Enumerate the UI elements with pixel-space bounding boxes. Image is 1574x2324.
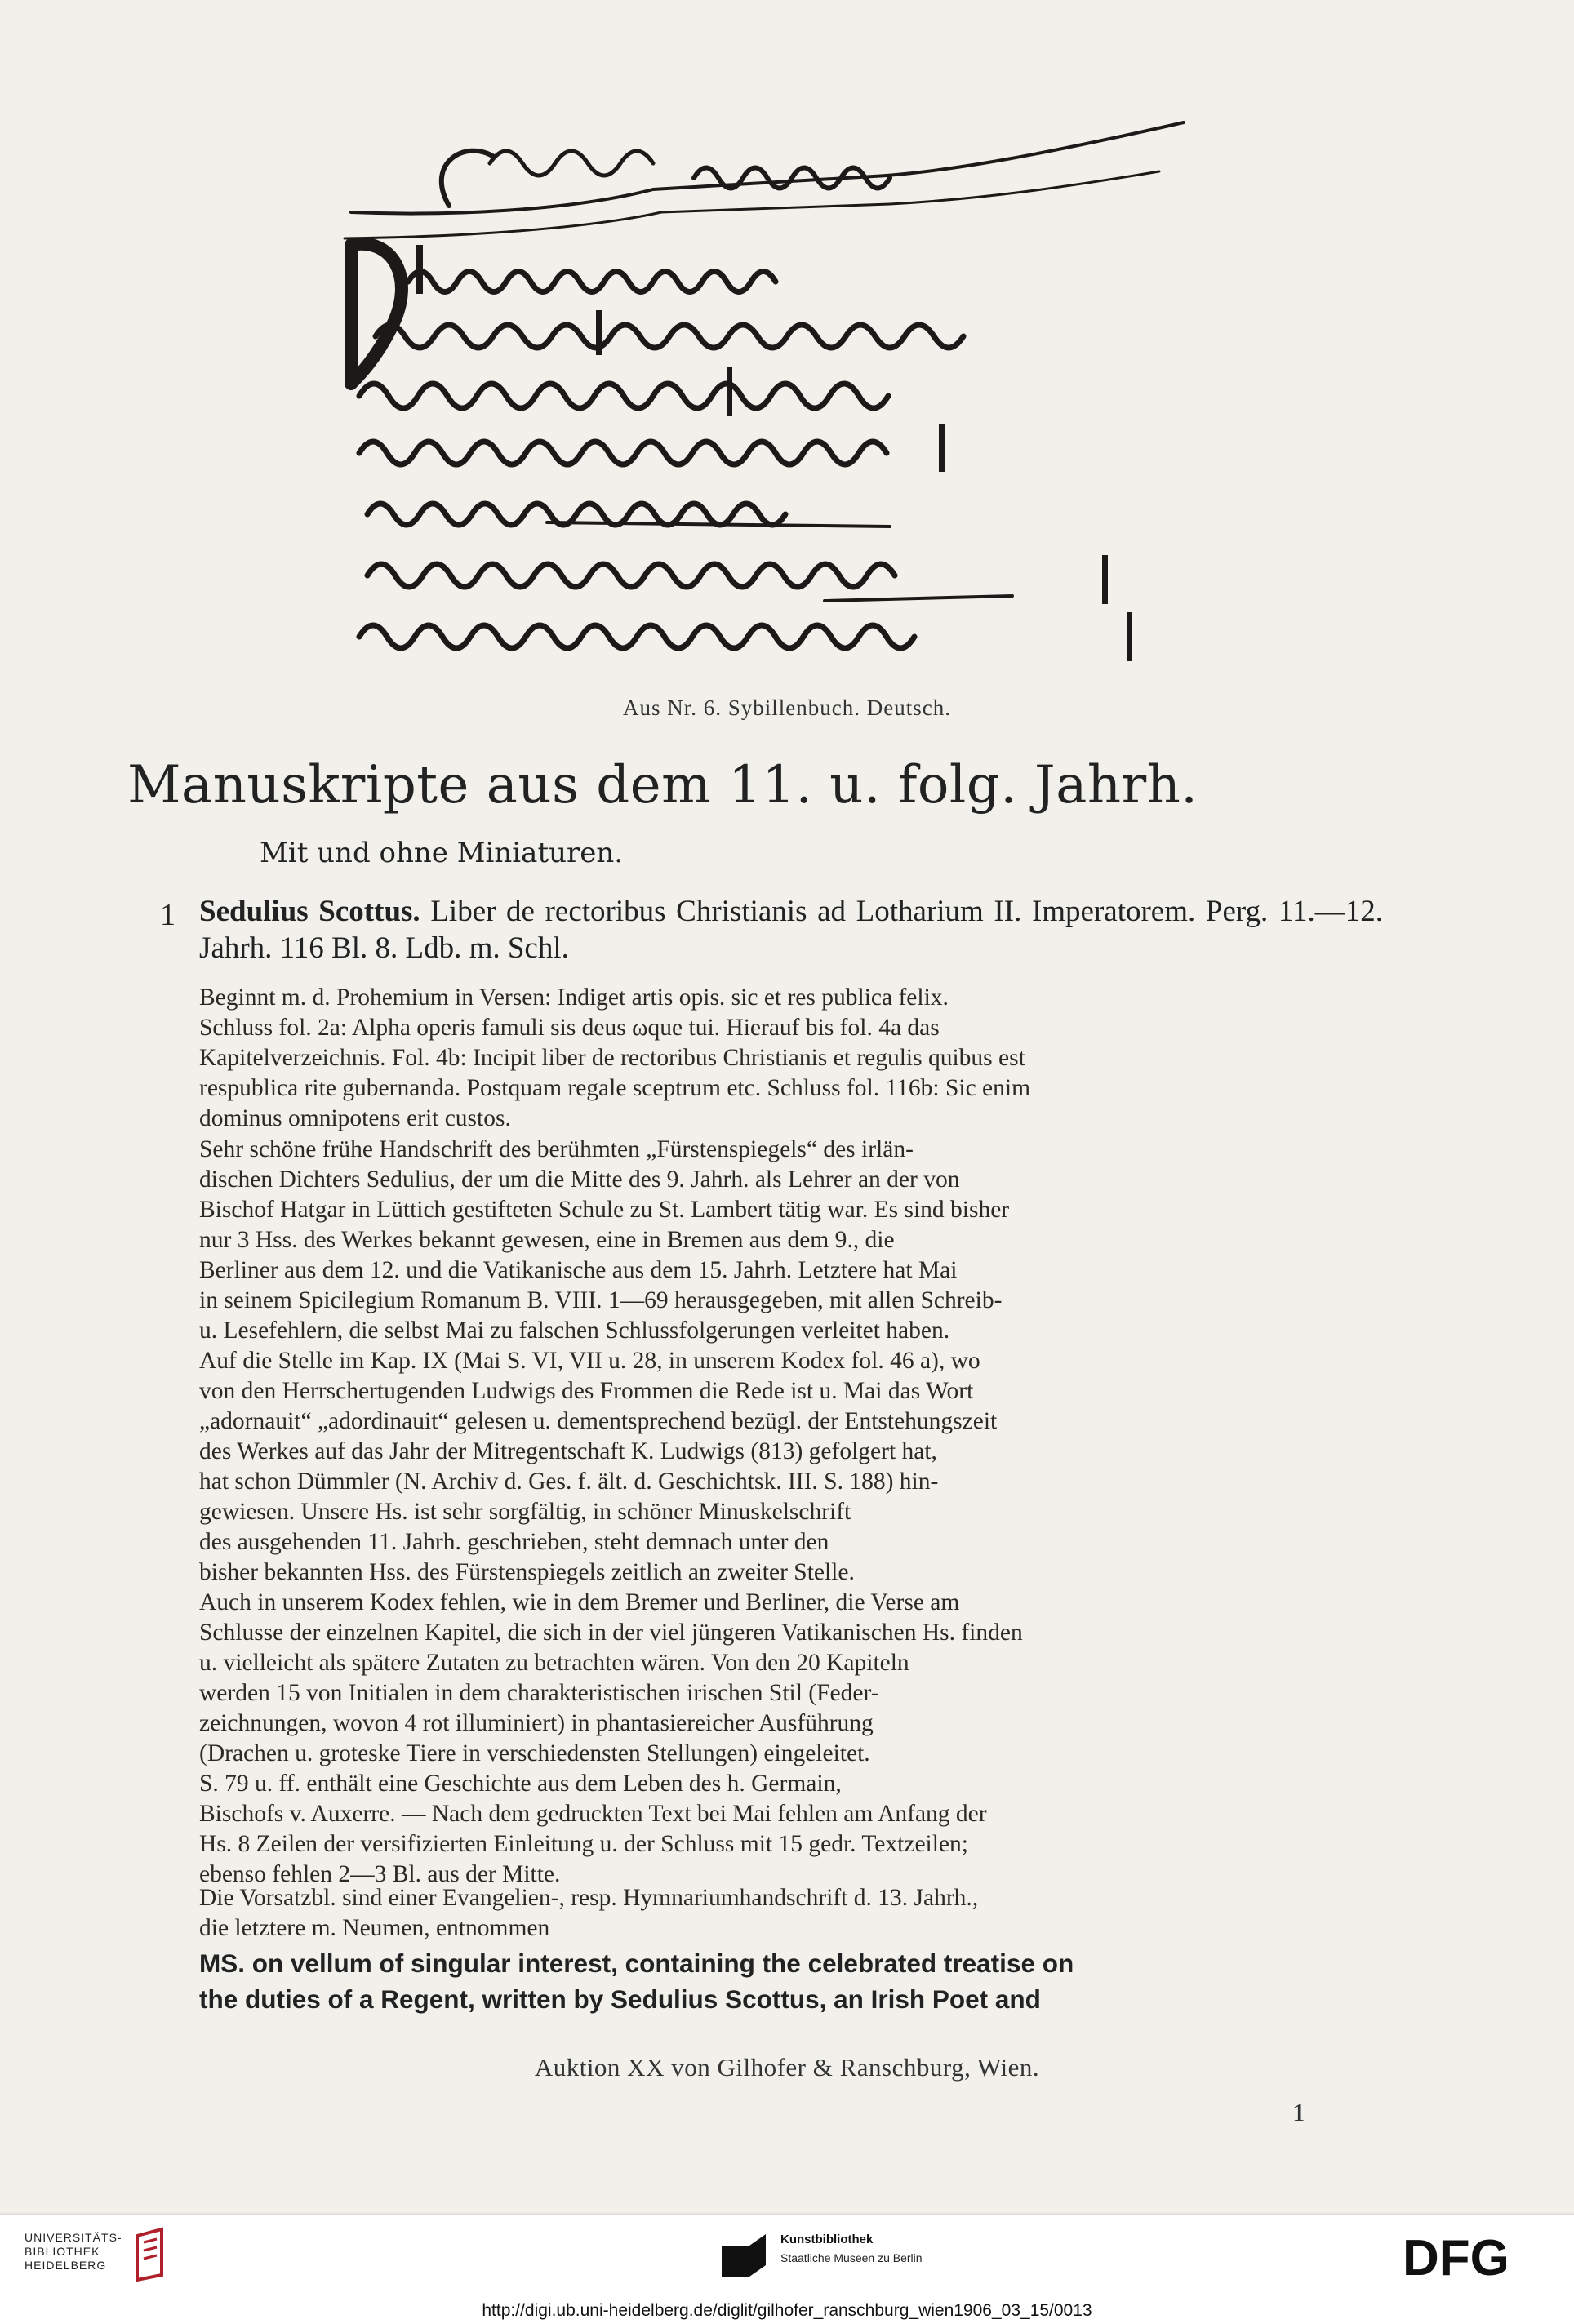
logo-text-line: HEIDELBERG bbox=[24, 2259, 107, 2272]
text-line: (Drachen u. groteske Tiere in verschiedensten Stellungen) eingeleitet. bbox=[199, 1740, 870, 1766]
text-line: gewiesen. Unsere Hs. ist sehr sorgfältig, in schöner Minuskelschrift bbox=[199, 1499, 851, 1525]
entry-author: Sedulius Scottus. bbox=[199, 895, 420, 928]
text-line: dischen Dichters Sedulius, der um die Mitte des 9. Jahrh. als Lehrer an der von bbox=[199, 1166, 960, 1193]
text-line: Auf die Stelle im Kap. IX (Mai S. VI, VII u. 28, in unserem Kodex fol. 46 a), wo bbox=[199, 1348, 980, 1374]
flyleaf-paragraph bbox=[199, 1883, 978, 1944]
section-title: Manuskripte aus dem 11. u. folg. Jahrh. bbox=[127, 755, 1198, 815]
text-line: respublica rite gubernanda. Postquam regale sceptrum etc. Schluss fol. 116b: Sic enim bbox=[199, 1075, 1031, 1101]
page-footer: Auktion XX von Gilhofer & Ranschburg, Wien. bbox=[534, 2053, 1040, 2082]
entry-heading bbox=[199, 893, 1383, 966]
page-number: 1 bbox=[1292, 2098, 1305, 2126]
text-line: bisher bekannten Hss. des Fürstenspiegels zeitlich an zweiter Stelle. bbox=[199, 1559, 855, 1585]
source-url[interactable]: http://digi.ub.uni-heidelberg.de/diglit/gilhofer_ranschburg_wien1906_03_15/0013 bbox=[0, 2297, 1574, 2324]
text-line: u. Lesefehlern, die selbst Mai zu falschen Schlussfolgerungen verleitet haben. bbox=[199, 1318, 950, 1344]
text-line: MS. on vellum of singular interest, containing the celebrated treatise on bbox=[199, 1949, 1074, 1978]
manuscript-facsimile-image bbox=[302, 114, 1192, 686]
text-line: Schlusse der einzelnen Kapitel, die sich in der viel jüngeren Vatikanischen Hs. finden bbox=[199, 1620, 1023, 1646]
text-line: ebenso fehlen 2—3 Bl. aus der Mitte. bbox=[199, 1861, 561, 1887]
english-summary bbox=[199, 1945, 1074, 2017]
kunstbibliothek-subtitle: Staatliche Museen zu Berlin bbox=[780, 2251, 923, 2264]
logo-text-line: UNIVERSITÄTS- bbox=[24, 2231, 122, 2244]
description-paragraph bbox=[199, 1135, 1023, 1890]
text-line: Berliner aus dem 12. und die Vatikanische aus dem 15. Jahrh. Letztere hat Mai bbox=[199, 1257, 958, 1283]
text-line: werden 15 von Initialen in dem charakteristischen irischen Stil (Feder- bbox=[199, 1680, 879, 1706]
text-line: dominus omnipotens erit custos. bbox=[199, 1105, 511, 1131]
text-line: die letztere m. Neumen, entnommen bbox=[199, 1915, 550, 1941]
section-subtitle: Mit und ohne Miniaturen. bbox=[260, 837, 624, 869]
figure-caption: Aus Nr. 6. Sybillenbuch. Deutsch. bbox=[623, 695, 951, 720]
text-line: Die Vorsatzbl. sind einer Evangelien-, resp. Hymnariumhandschrift d. 13. Jahrh., bbox=[199, 1885, 979, 1911]
heidelberg-university-library-logo[interactable] bbox=[24, 2231, 122, 2273]
text-line: des ausgehenden 11. Jahrh. geschrieben, steht demnach unter den bbox=[199, 1529, 829, 1555]
text-line: Bischofs v. Auxerre. — Nach dem gedruckten Text bei Mai fehlen am Anfang der bbox=[199, 1801, 987, 1827]
text-line: Bischof Hatgar in Lüttich gestifteten Schule zu St. Lambert tätig war. Es sind bisher bbox=[199, 1197, 1010, 1223]
dfg-logo-icon[interactable] bbox=[1403, 2233, 1550, 2280]
dfg-logo-text: DFG bbox=[1403, 2233, 1510, 2280]
kunstbibliothek-logo-icon[interactable] bbox=[718, 2229, 769, 2280]
text-line: Kapitelverzeichnis. Fol. 4b: Incipit liber de rectoribus Christianis et regulis quibus est bbox=[199, 1045, 1025, 1071]
text-line: u. vielleicht als spätere Zutaten zu betrachten wären. Von den 20 Kapiteln bbox=[199, 1650, 909, 1676]
text-line: „adornauit“ „adordinauit“ gelesen u. dementsprechend bezügl. der Entstehungszeit bbox=[199, 1408, 998, 1434]
text-line: von den Herrschertugenden Ludwigs des Frommen die Rede ist u. Mai das Wort bbox=[199, 1378, 974, 1404]
text-line: Schluss fol. 2a: Alpha operis famuli sis deus ωque tui. Hierauf bis fol. 4a das bbox=[199, 1015, 940, 1041]
incipit-paragraph bbox=[199, 983, 1030, 1134]
text-line: des Werkes auf das Jahr der Mitregentschaft K. Ludwigs (813) gefolgert hat, bbox=[199, 1438, 937, 1464]
kunstbibliothek-name: Kunstbibliothek bbox=[780, 2233, 874, 2246]
text-line: hat schon Dümmler (N. Archiv d. Ges. f. ält. d. Geschichtsk. III. S. 188) hin- bbox=[199, 1469, 939, 1495]
heidelberg-seal-icon bbox=[129, 2226, 186, 2283]
logo-text-line: BIBLIOTHEK bbox=[24, 2245, 100, 2258]
logo-bar bbox=[0, 2214, 1574, 2297]
text-line: Sehr schöne frühe Handschrift des berühmten „Fürstenspiegels“ des irlän- bbox=[199, 1136, 914, 1162]
entry-title-text: Liber de rectoribus Christianis ad Lotharium II. Imperatorem. Perg. 11.—12. Jahrh. 116 Bl. 8. Ldb. m. Schl. bbox=[199, 895, 1384, 965]
text-line: in seinem Spicilegium Romanum B. VIII. 1—69 herausgegeben, mit allen Schreib- bbox=[199, 1287, 1003, 1313]
text-line: Auch in unserem Kodex fehlen, wie in dem Bremer und Berliner, die Verse am bbox=[199, 1589, 960, 1615]
text-line: nur 3 Hss. des Werkes bekannt gewesen, eine in Bremen aus dem 9., die bbox=[199, 1227, 895, 1253]
text-line: S. 79 u. ff. enthält eine Geschichte aus dem Leben des h. Germain, bbox=[199, 1771, 842, 1797]
kunstbibliothek-label bbox=[780, 2233, 923, 2264]
text-line: zeichnungen, wovon 4 rot illuminiert) in phantasiereicher Ausführung bbox=[199, 1710, 874, 1736]
text-line: Hs. 8 Zeilen der versifizierten Einleitung u. der Schluss mit 15 gedr. Textzeilen; bbox=[199, 1831, 968, 1857]
entry-number: 1 bbox=[160, 898, 176, 932]
text-line: Beginnt m. d. Prohemium in Versen: Indiget artis opis. sic et res publica felix. bbox=[199, 984, 949, 1011]
text-line: the duties of a Regent, written by Sedulius Scottus, an Irish Poet and bbox=[199, 1984, 1041, 2014]
